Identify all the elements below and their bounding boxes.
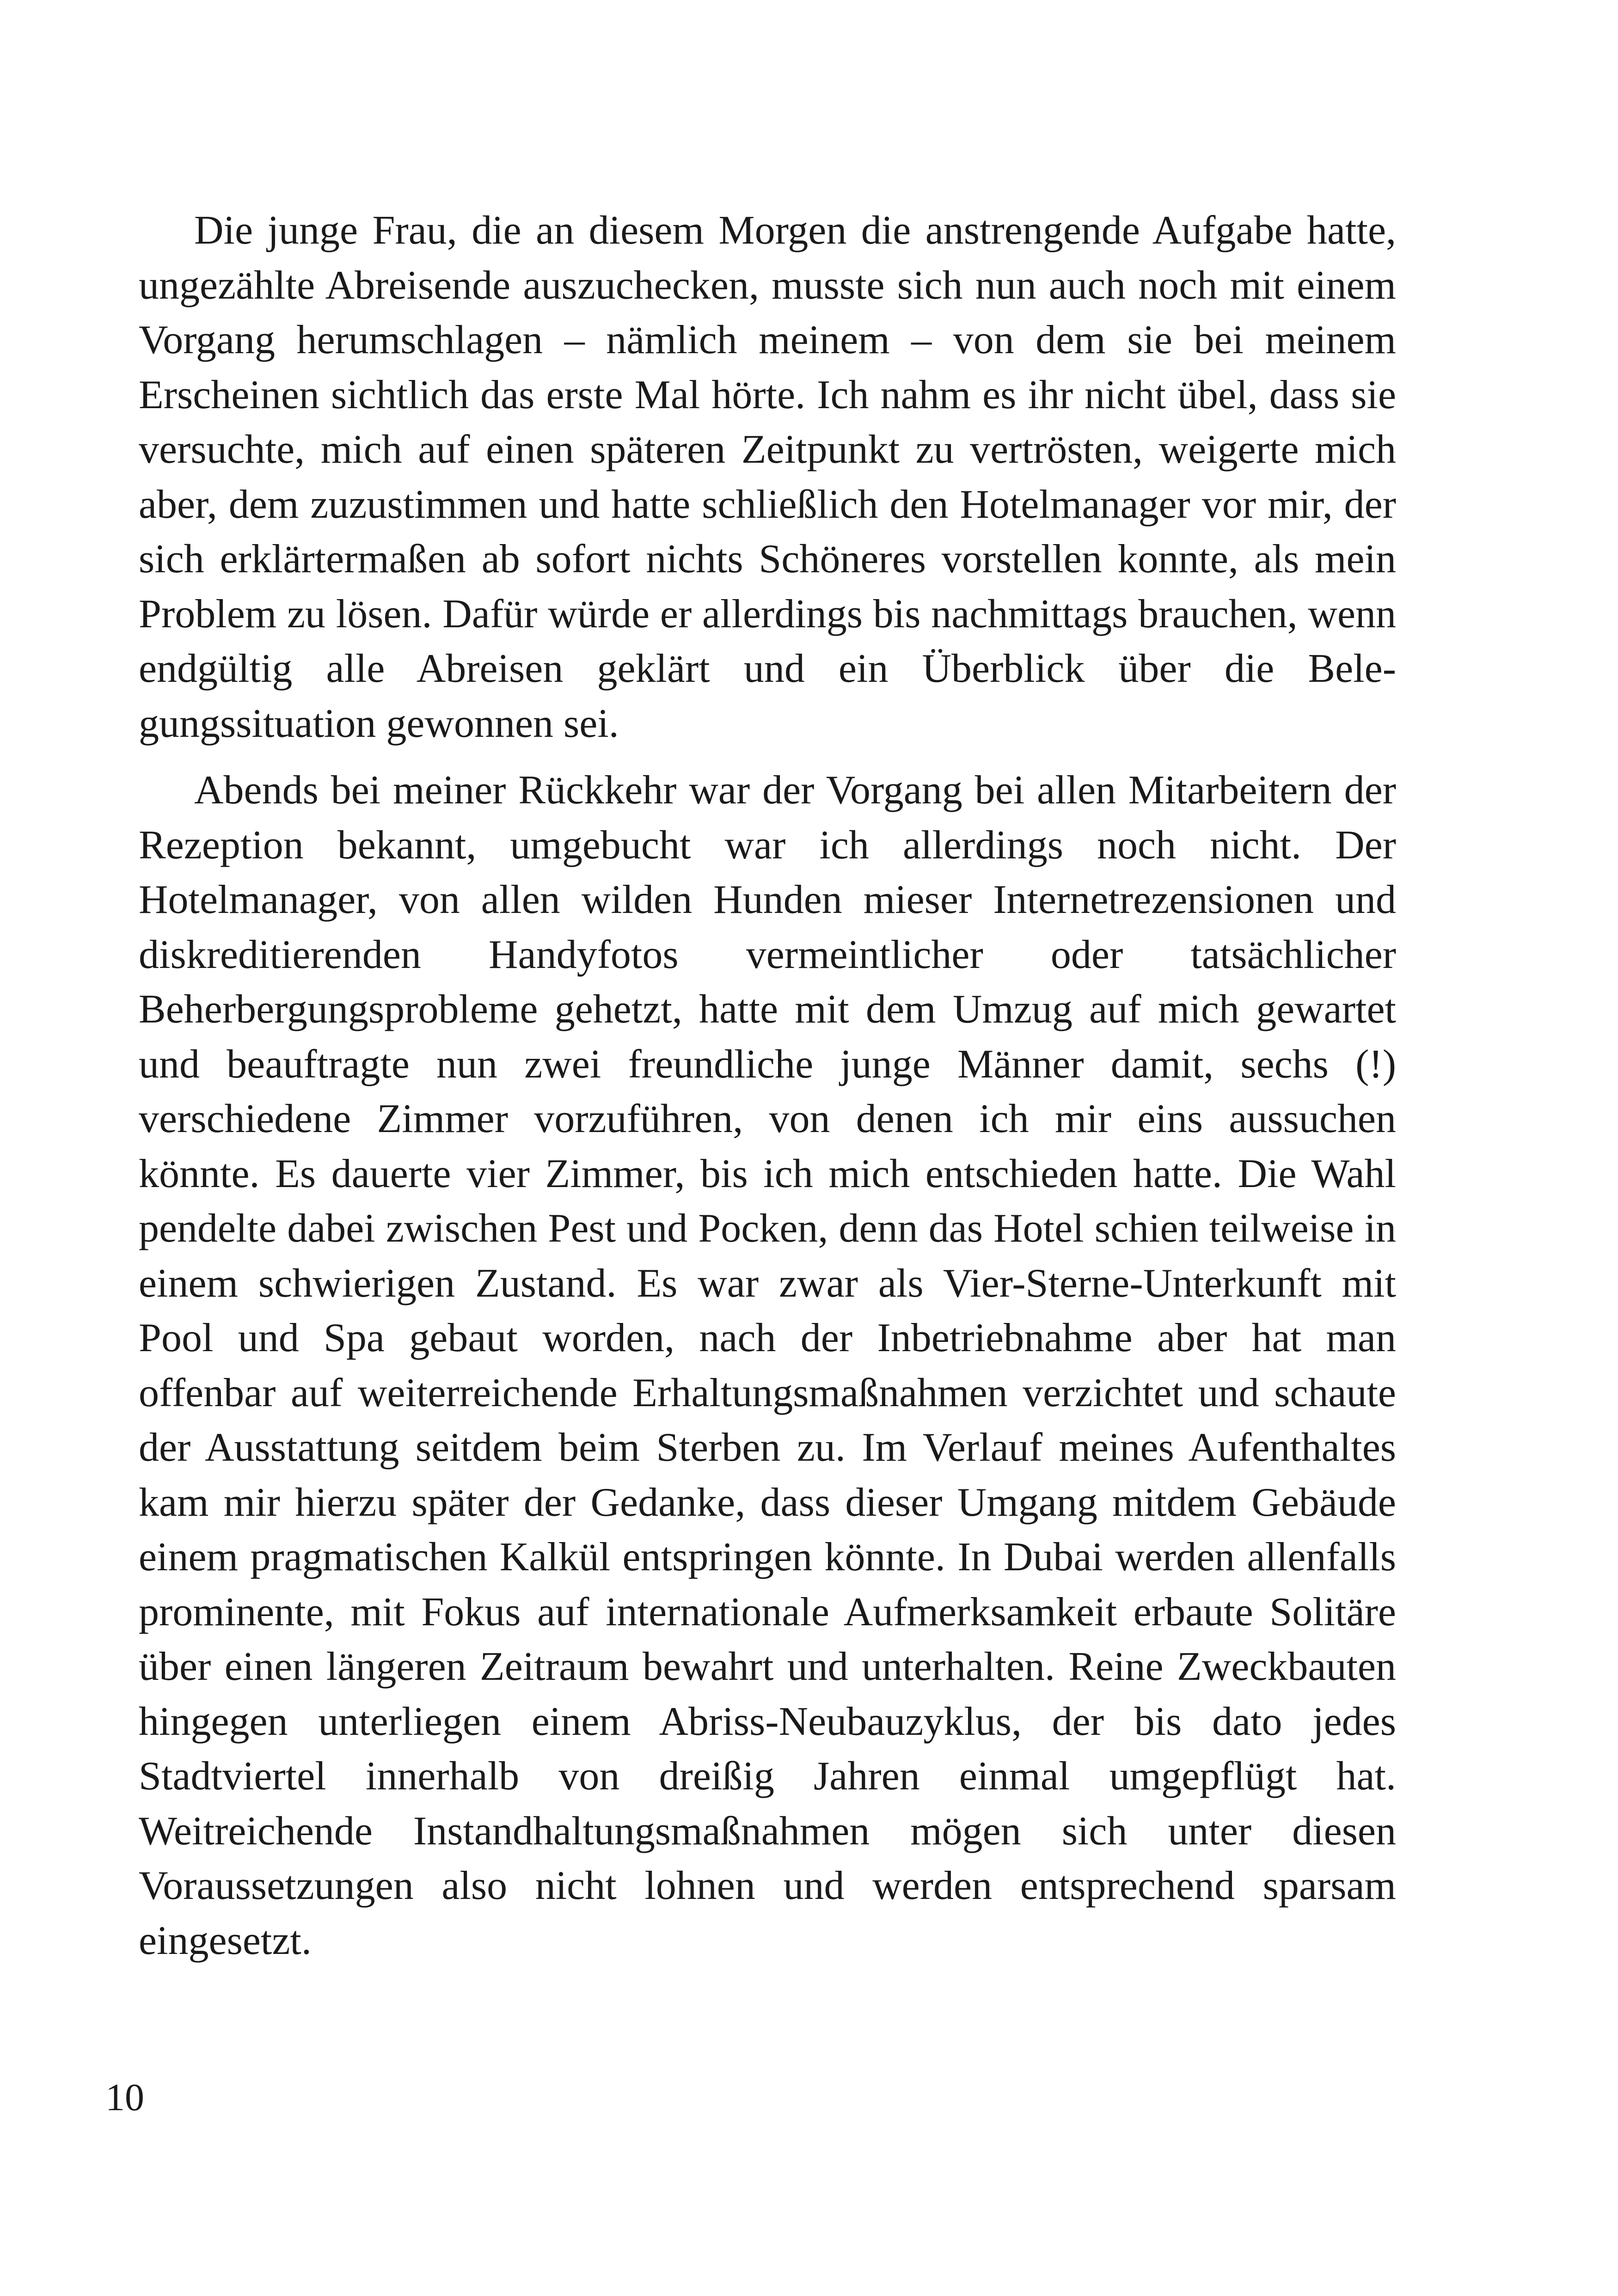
paragraph-1: Die junge Frau, die an diesem Morgen die anstrengende Aufgabe hatte, ungezählte Abreisende auszuchecken, musste sich nun auch noch mit einem Vorgang herumschlagen – nämlich meinem – von dem sie bei meinem Erscheinen sichtlich das erste Mal hörte. Ich nahm es ihr nicht übel, dass sie versuchte, mich auf einen späteren Zeitpunkt zu vertrösten, weigerte mich aber, dem zuzustimmen und hatte schließlich den Hotelmanager vor mir, der sich erklärtermaßen ab sofort nichts Schöneres vorstellen konnte, als mein Problem zu lösen. Dafür würde er allerdings bis nachmittags brauchen, wenn endgültig alle Abreisen geklärt und ein Überblick über die Belegungssituation gewonnen sei. (139, 208, 1396, 746)
page-number: 10 (105, 2076, 144, 2119)
body-text (139, 203, 1396, 1968)
paragraph-2: Abends bei meiner Rückkehr war der Vorgang bei allen Mitarbeitern der Rezeption bekannt, umgebucht war ich allerdings noch nicht. Der Hotelmanager, von allen wilden Hunden mieser Internetrezensionen und diskreditierenden Handyfotos vermeintlicher oder tatsächlicher Beherbergungsprobleme gehetzt, hatte mit dem Umzug auf mich gewartet und beauftragte nun zwei freundliche junge Männer damit, sechs (!) verschiedene Zimmer vorzuführen, von denen ich mir eins aussuchen könnte. Es dauerte vier Zimmer, bis ich mich entschieden hatte. Die Wahl pendelte dabei zwischen Pest und Pocken, denn das Hotel schien teilweise in einem schwierigen Zustand. Es war zwar als Vier-Sterne-Unterkunft mit Pool und Spa gebaut worden, nach der Inbetriebnahme aber hat man offenbar auf weiterreichende Erhaltungsmaßnahmen verzichtet und schaute der Ausstattung seitdem beim Sterben zu. Im Verlauf meines Aufenthaltes kam mir hierzu später der Gedanke, dass dieser Umgang mitdem Gebäude einem pragmatischen Kalkül entspringen könnte. In Dubai werden allenfalls prominente, mit Fokus auf internationale Aufmerksamkeit erbaute Solitäre über einen längeren Zeitraum bewahrt und unterhalten. Reine Zweckbauten hingegen unterliegen einem Abriss-Neubauzyklus, der bis dato jedes Stadtviertel innerhalb von dreißig Jahren einmal umgepflügt hat. Weitreichende Instandhaltungsmaßnahmen mögen sich unter diesen Voraussetzungen also nicht lohnen und werden entsprechend sparsam eingesetzt. (139, 768, 1396, 1963)
